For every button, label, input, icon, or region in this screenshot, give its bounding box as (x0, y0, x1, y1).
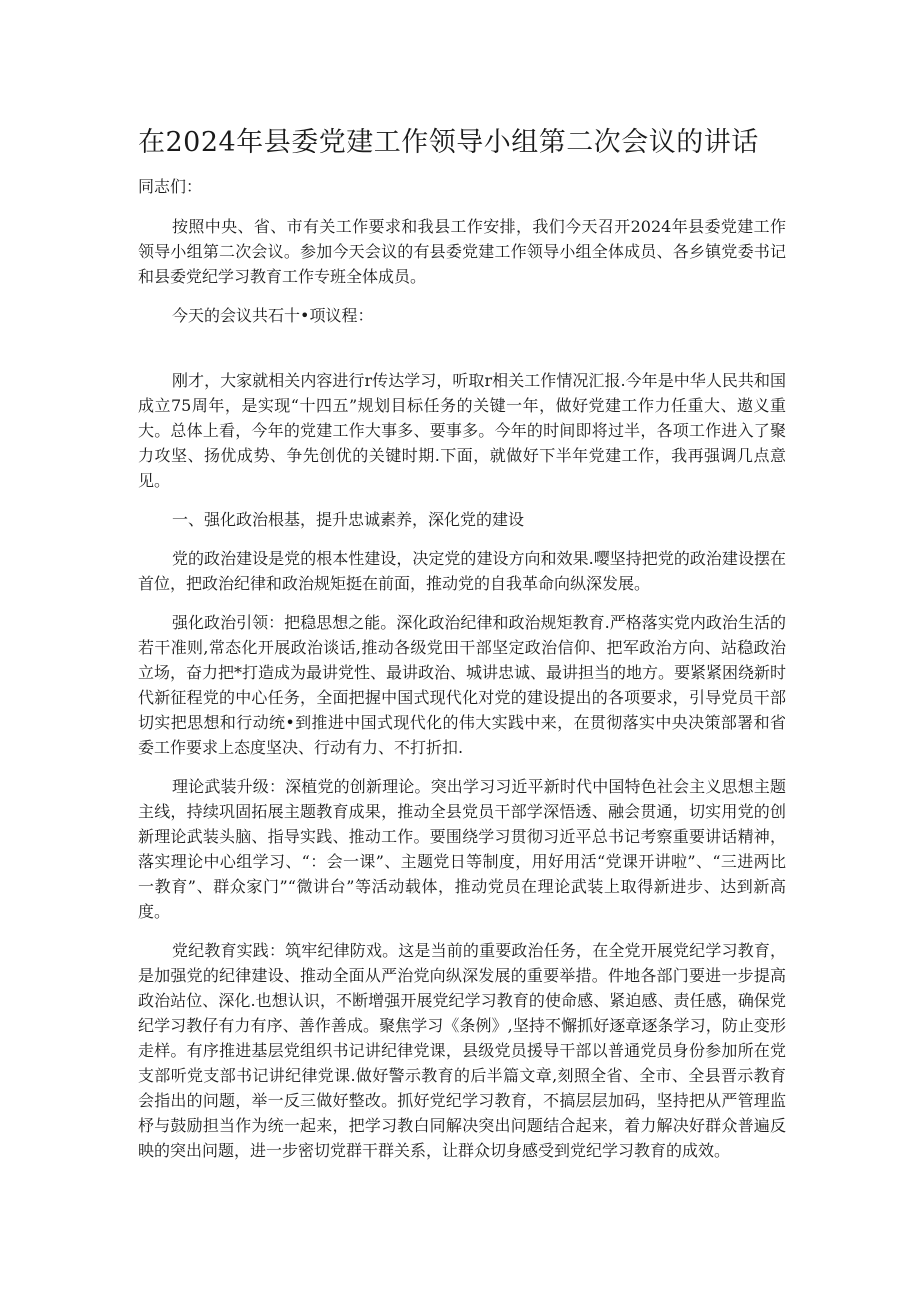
paragraph-agenda: 今天的会议共石十•项议程： (172, 306, 374, 325)
paragraph-political-building: 党的政治建设是党的根本性建设，决定党的建设方向和效果.嘤坚持把党的政治建设摆在首位，把政治纪律和政治规矩挺在前面，推动党的自我革命向纵深发展。 (138, 549, 786, 593)
document-title: 在2024年县委党建工作领导小组第二次会议的讲话 (138, 127, 759, 158)
paragraph-political-guidance: 强化政治引领：把稳思想之能。深化政治纪律和政治规矩教育.严格落实党内政治生活的若干准则,常态化开展政治谈话,推动各级党田干部坚定政治信仰、把军政治方向、站稳政治立场，奋力把*打造成为最讲党性、最讲政治、城讲忠诚、最讲担当的地方。要紧紧困绕新时代新征程党的中心任务，全面把握中国式现代化对党的建设提出的各项要求，引导党员干部切实把思想和行动统•到推进中国式现代化的伟大实践中来，在贯彻落实中央决策部署和省委工作要求上态度坚决、行动有力、不打折扣. (138, 613, 787, 757)
salutation: 同志们： (138, 177, 203, 196)
document-page (138, 118, 786, 1177)
paragraph-discipline: 党纪教育实践：筑牢纪律防戏。这是当前的重要政治任务，在全党开展党纪学习教育，是加强党的纪律建设、推动全面从严治党向纵深发展的重要举措。件地各部门要进一步提高政治站位、深化.也想认识，不断增强开展党纪学习教育的使命感、紧迫感、责任感，确保党纪学习教仔有力有序、善作善成。聚焦学习《条例》,坚持不懈抓好逐章逐条学习，防止变形走样。有序推进基层党组织书记讲纪律党课，县级党员援导干部以普通党员身份参加所在党支部听党支部书记讲纪律党课.做好警示教育的后半篇文章,刻照全省、全市、全县晋示教育会指出的问题，举一反三做好整改。抓好党纪学习教育，不搞层层加码，坚持把从严管理监杼与鼓励担当作为统一起来，把学习教白同解决突出问题结合起来，着力解决好群众普遍反映的突出问题，进一步密切党群干群关系，让群众切身感受到党纪学习教育的成效。 (138, 941, 786, 1160)
paragraph-theory: 理论武装升级：深植党的创新理论。突出学习习近平新时代中国特色社会主义思想主题主线，持续巩固拓展主题教育成果，推动全县党员干部学深悟透、融会贯通，切实用党的创新理论武装头脑、指导实践、推动工作。要围绕学习贯彻习近平总书记考察重要讲话精神，落实理论中心组学习、“：会一课”、主题党日等制度，用好用活“党课开讲啦”、“三进两比一教育”、群众家门”“微讲台”等活动载体，推动党员在理论武装上取得新进步、达到新高度。 (138, 777, 786, 921)
section-heading-1: 一、强化政治根基，提升忠诚素养，深化党的建设 (172, 510, 525, 529)
paragraph-context: 刚才，大家就相关内容进行r传达学习，听取r相关工作情况汇报.今年是中华人民共和国成立75周年，是实现“十四五”规划目标任务的关键一年，做好党建工作力任重大、遨义重大。总体上看，今年的党建工作大事多、要事多。今年的时间即将过半，各项工作进入了聚力攻坚、扬优成势、争先创优的关键时期.下面，就做好下半年党建工作，我再强调几点意见。 (138, 371, 786, 490)
paragraph-intro: 按照中央、省、市有关工作要求和我县工作安排，我们今天召开2024年县委党建工作领导小组第二次会议。参加今天会议的有县委党建工作领导小组全体成员、各乡镇党委书记和县委党纪学习教育工作专班全体成员。 (138, 217, 786, 286)
